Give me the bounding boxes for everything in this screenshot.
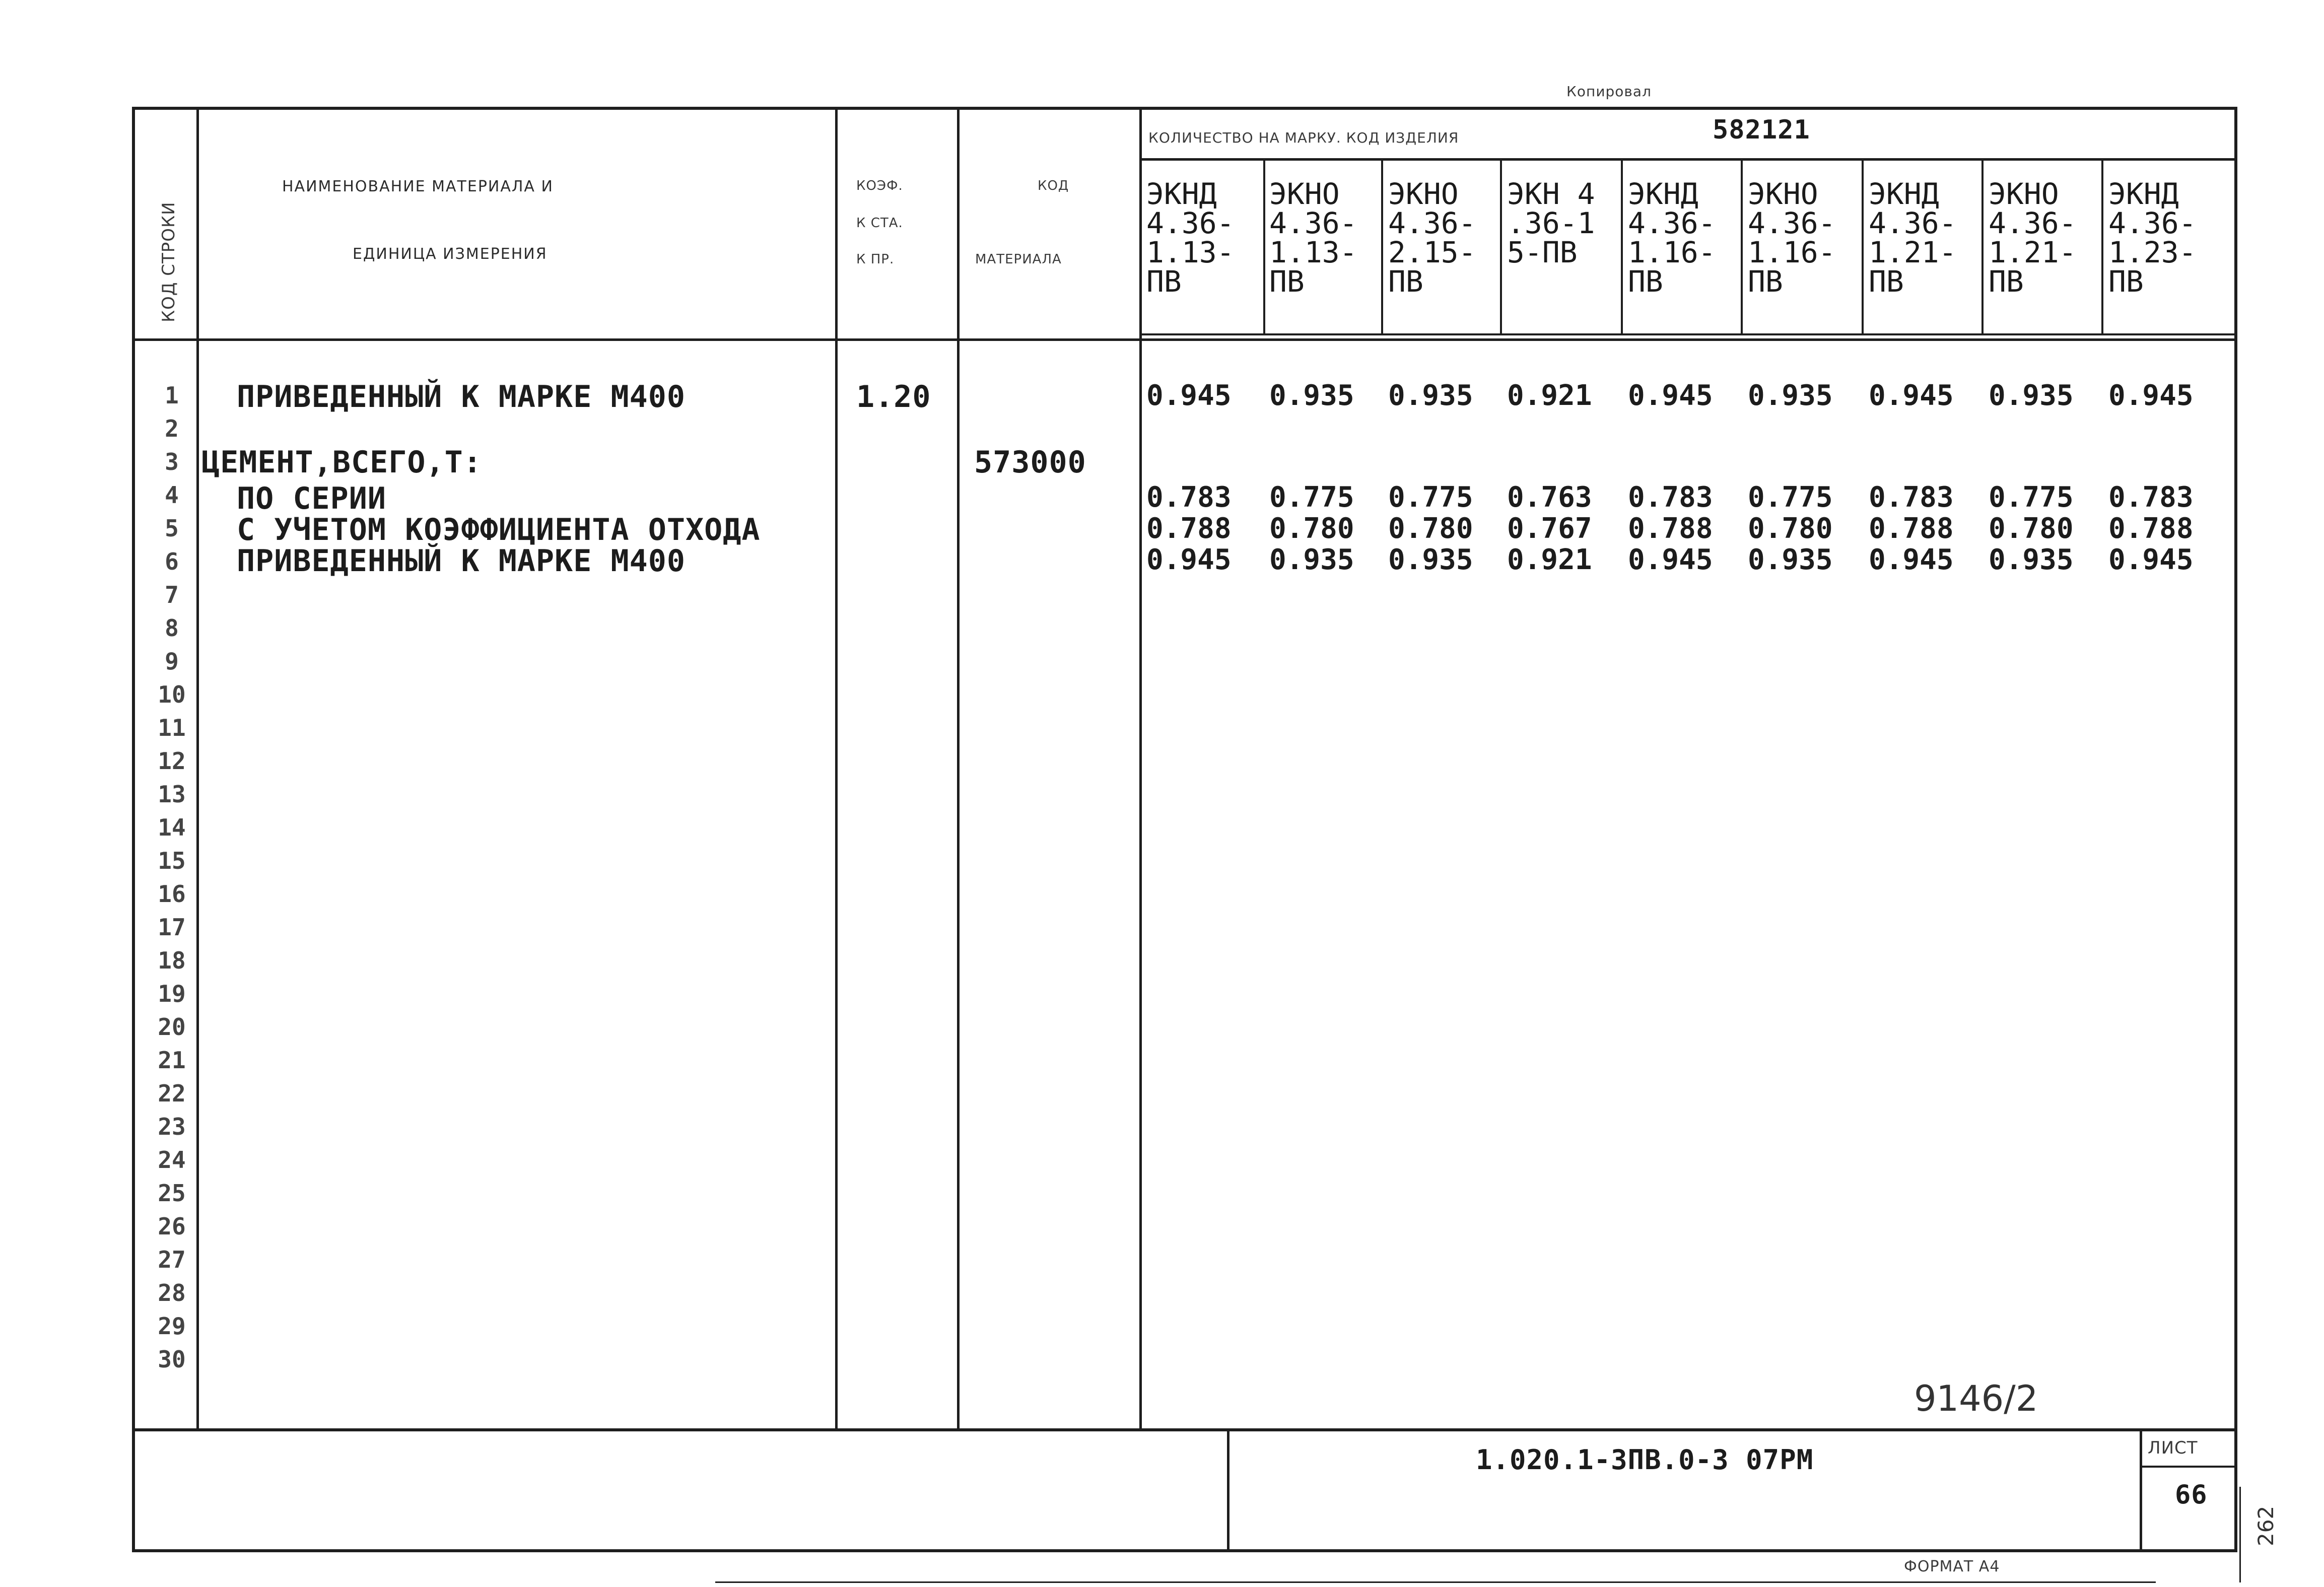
- unit-header: ЕДИНИЦА ИЗМЕРЕНИЯ: [353, 245, 548, 263]
- column-header-5: ЭКНД 4.36- 1.16- ПВ: [1628, 177, 1716, 299]
- column-header-4: ЭКН 4 .36-1 5-ПВ: [1507, 177, 1595, 269]
- material-name-header: НАИМЕНОВАНИЕ МАТЕРИАЛА И: [282, 178, 554, 195]
- value-cell: 0.935: [1989, 379, 2074, 412]
- column-header-2: ЭКНО 4.36- 1.13- ПВ: [1269, 177, 1357, 299]
- row-5-name: С УЧЕТОМ КОЭФФИЦИЕНТА ОТХОДА: [237, 512, 761, 547]
- row-number: 11: [158, 714, 186, 741]
- value-cell: 0.775: [1388, 481, 1473, 514]
- value-cell: 0.945: [2108, 543, 2194, 576]
- column-header-6: ЭКНО 4.36- 1.16- ПВ: [1748, 177, 1836, 299]
- row-3-code: 573000: [974, 445, 1086, 480]
- value-cell: 0.935: [1388, 543, 1473, 576]
- value-cell: 0.945: [1869, 543, 1954, 576]
- value-cell: 0.780: [1989, 512, 2074, 545]
- format-label: ФОРМАТ А4: [1904, 1558, 2000, 1575]
- row-number: 2: [165, 415, 179, 442]
- side-page-number: 262: [2253, 1505, 2278, 1546]
- document-code: 1.020.1-3ПВ.0-3 07РМ: [1476, 1444, 1814, 1476]
- sheet-number: 66: [2175, 1480, 2208, 1510]
- handwritten-number: 9146/2: [1914, 1378, 2038, 1419]
- value-cell: 0.945: [1628, 379, 1713, 412]
- value-cell: 0.945: [2108, 379, 2194, 412]
- value-cell: 0.788: [2108, 512, 2194, 545]
- row-number: 10: [158, 681, 186, 708]
- value-cell: 0.788: [1628, 512, 1713, 545]
- row-1-name: ПРИВЕДЕННЫЙ К МАРКЕ М400: [237, 379, 686, 415]
- value-cell: 0.783: [1628, 481, 1713, 514]
- value-cell: 0.788: [1146, 512, 1232, 545]
- row-number: 24: [158, 1146, 186, 1174]
- row-number: 18: [158, 947, 186, 974]
- value-cell: 0.780: [1388, 512, 1473, 545]
- row-number: 28: [158, 1279, 186, 1306]
- row-1-coef: 1.20: [856, 379, 931, 415]
- coef-header-sub2: К ПР.: [856, 252, 895, 267]
- value-cell: 0.935: [1748, 543, 1833, 576]
- row-number: 21: [158, 1047, 186, 1074]
- product-code: 582121: [1713, 115, 1810, 145]
- row-number: 19: [158, 980, 186, 1007]
- column-header-1: ЭКНД 4.36- 1.13- ПВ: [1146, 177, 1235, 299]
- row-number: 16: [158, 880, 186, 908]
- row-3-name: ЦЕМЕНТ,ВСЕГО,Т:: [201, 445, 482, 480]
- value-cell: 0.945: [1146, 379, 1232, 412]
- row-number: 30: [158, 1346, 186, 1373]
- row-number: 25: [158, 1180, 186, 1207]
- column-header-7: ЭКНД 4.36- 1.21- ПВ: [1869, 177, 1957, 299]
- value-cell: 0.935: [1269, 543, 1354, 576]
- value-cell: 0.780: [1748, 512, 1833, 545]
- copy-stamp: Копировал: [1566, 83, 1652, 100]
- value-cell: 0.767: [1507, 512, 1592, 545]
- row-code-label: КОД СТРОКИ: [159, 201, 179, 322]
- quantity-header: КОЛИЧЕСТВО НА МАРКУ. КОД ИЗДЕЛИЯ: [1148, 129, 1459, 146]
- row-number: 17: [158, 914, 186, 941]
- value-cell: 0.921: [1507, 379, 1592, 412]
- row-number: 15: [158, 847, 186, 874]
- column-header-8: ЭКНО 4.36- 1.21- ПВ: [1989, 177, 2077, 299]
- value-cell: 0.935: [1748, 379, 1833, 412]
- value-cell: 0.935: [1269, 379, 1354, 412]
- value-cell: 0.780: [1269, 512, 1354, 545]
- sheet-label: ЛИСТ: [2148, 1438, 2198, 1458]
- row-number: 4: [165, 481, 179, 509]
- value-cell: 0.945: [1869, 379, 1954, 412]
- row-4-name: ПО СЕРИИ: [237, 481, 386, 516]
- material-code-header: МАТЕРИАЛА: [975, 252, 1062, 267]
- row-number: 5: [165, 515, 179, 542]
- row-number: 27: [158, 1246, 186, 1273]
- value-cell: 0.783: [1869, 481, 1954, 514]
- row-number: 1: [165, 382, 179, 409]
- coef-header: КОЭФ.: [856, 178, 903, 193]
- row-number: 9: [165, 648, 179, 675]
- coef-header-sub1: К СТА.: [856, 216, 903, 231]
- value-cell: 0.775: [1748, 481, 1833, 514]
- value-cell: 0.935: [1989, 543, 2074, 576]
- value-cell: 0.783: [1146, 481, 1232, 514]
- value-cell: 0.945: [1146, 543, 1232, 576]
- column-header-9: ЭКНД 4.36- 1.23- ПВ: [2108, 177, 2197, 299]
- value-cell: 0.775: [1269, 481, 1354, 514]
- column-header-3: ЭКНО 4.36- 2.15- ПВ: [1388, 177, 1476, 299]
- value-cell: 0.945: [1628, 543, 1713, 576]
- row-number: 8: [165, 614, 179, 642]
- value-cell: 0.783: [2108, 481, 2194, 514]
- row-number: 26: [158, 1213, 186, 1240]
- row-number: 6: [165, 548, 179, 575]
- row-number: 12: [158, 747, 186, 775]
- row-number: 23: [158, 1113, 186, 1140]
- row-number: 20: [158, 1013, 186, 1041]
- value-cell: 0.935: [1388, 379, 1473, 412]
- row-6-name: ПРИВЕДЕННЫЙ К МАРКЕ М400: [237, 543, 686, 579]
- row-number: 14: [158, 814, 186, 841]
- code-header: КОД: [1038, 178, 1069, 193]
- row-number: 29: [158, 1313, 186, 1340]
- value-cell: 0.788: [1869, 512, 1954, 545]
- value-cell: 0.763: [1507, 481, 1592, 514]
- value-cell: 0.921: [1507, 543, 1592, 576]
- row-number: 13: [158, 781, 186, 808]
- row-number: 22: [158, 1080, 186, 1107]
- row-number: 7: [165, 581, 179, 608]
- value-cell: 0.775: [1989, 481, 2074, 514]
- row-number: 3: [165, 448, 179, 475]
